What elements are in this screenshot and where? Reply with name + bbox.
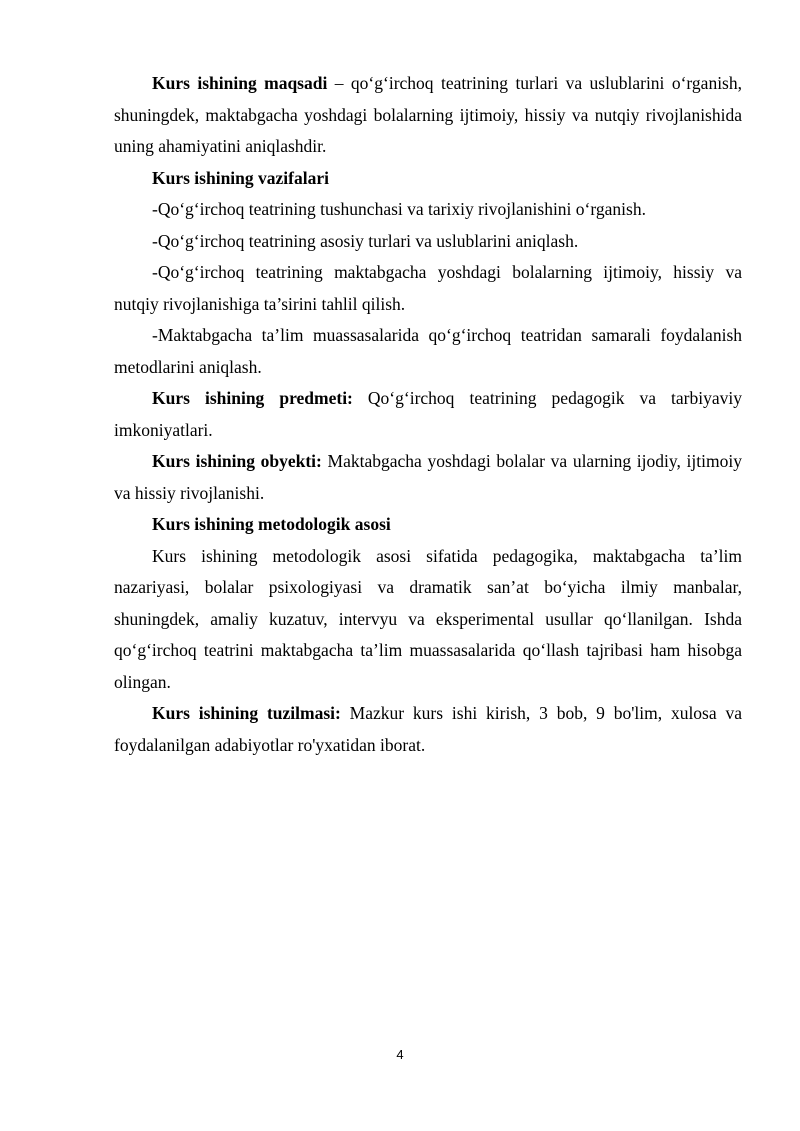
obyekt-label: Kurs ishining obyekti:	[152, 451, 322, 471]
maqsad-text: – qo‘g‘irchoq teatrining turlari va uslublarini o‘rganish, shuningdek, maktabgacha yoshdagi bolalarning ijtimoiy, hissiy va nutqiy rivojlanishida uning ahamiyatini aniqlashdir.	[114, 73, 742, 156]
predmet-text: Qo‘g‘irchoq teatrining pedagogik va tarbiyaviy imkoniyatlari.	[114, 388, 742, 440]
maqsad-label: Kurs ishining maqsadi	[152, 73, 328, 93]
obyekt-paragraph	[114, 446, 742, 509]
predmet-paragraph	[114, 383, 742, 446]
predmet-label: Kurs ishining predmeti:	[152, 388, 353, 408]
page-content	[114, 68, 742, 761]
obyekt-text: Maktabgacha yoshdagi bolalar va ularning ijodiy, ijtimoiy va hissiy rivojlanishi.	[114, 451, 742, 503]
page-number: 4	[396, 1047, 404, 1062]
vazifa-item: -Qo‘g‘irchoq teatrining asosiy turlari va uslublarini aniqlash.	[152, 230, 579, 251]
tuzilma-paragraph	[114, 698, 742, 761]
metodologik-heading: Kurs ishining metodologik asosi	[152, 514, 391, 534]
vazifa-item: -Qo‘g‘irchoq teatrining tushunchasi va tarixiy rivojlanishini o‘rganish.	[152, 199, 646, 219]
vazifa-item: -Maktabgacha ta’lim muassasalarida qo‘g‘irchoq teatridan samarali foydalanish metodlarini aniqlash.	[114, 325, 742, 377]
vazifalar-heading: Kurs ishining vazifalari	[152, 167, 329, 188]
metodologik-paragraph: Kurs ishining metodologik asosi sifatida pedagogika, maktabgacha ta’lim nazariyasi, bolalar psixologiyasi va dramatik san’at bo‘yicha ilmiy manbalar, shuningdek, amaliy kuzatuv, intervyu va eksperimental usullar qo‘llanilgan. Ishda qo‘g‘irchoq teatrini maktabgacha ta’lim muassasalarida qo‘llash tajribasi ham hisobga olingan.	[114, 545, 742, 692]
tuzilma-label: Kurs ishining tuzilmasi:	[152, 703, 341, 723]
vazifa-item: -Qo‘g‘irchoq teatrining maktabgacha yoshdagi bolalarning ijtimoiy, hissiy va nutqiy rivojlanishiga ta’sirini tahlil qilish.	[114, 262, 742, 314]
maqsad-paragraph	[114, 68, 742, 163]
tuzilma-text: Mazkur kurs ishi kirish, 3 bob, 9 bo'lim, xulosa va foydalanilgan adabiyotlar ro'yxatidan iborat.	[114, 703, 742, 755]
